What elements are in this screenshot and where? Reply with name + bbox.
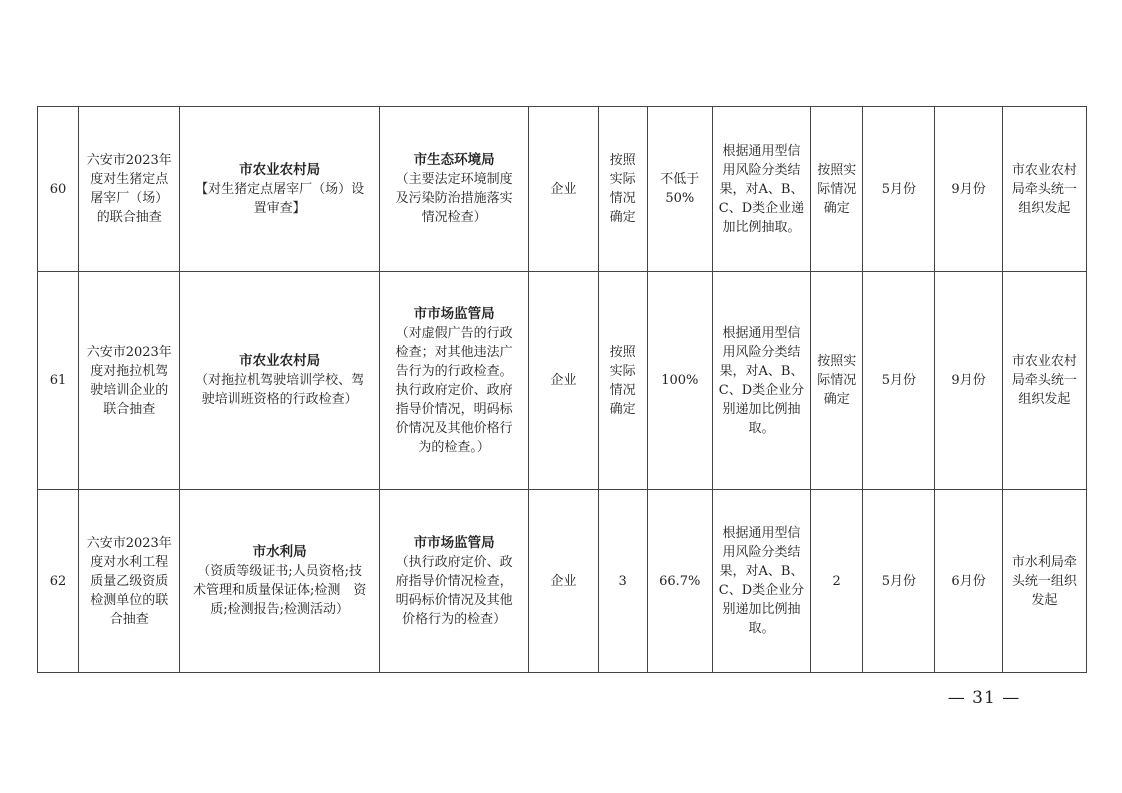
remark: 市水利局牵头统一组织发起: [1002, 490, 1086, 673]
lead-department: 市农业农村局: [239, 161, 321, 178]
cooperating-inspection-item: （对虚假广告的行政检查；对其他违法广告行为的行政检查。执行政府定价、政府指导价情况，明码标价情况及其他价格行为的检查。）: [395, 325, 513, 455]
lead-department-cell: [180, 107, 380, 272]
sample-ratio: 100%: [647, 272, 712, 490]
cooperating-department-cell: [379, 272, 528, 490]
inspection-object: 企业: [529, 272, 598, 490]
cooperating-inspection-item: （主要法定环境制度及污染防治措施落实情况检查）: [395, 172, 513, 225]
remark: 市农业农村局牵头统一组织发起: [1002, 107, 1086, 272]
sample-ratio: 66.7%: [647, 490, 712, 673]
row-number: 60: [38, 107, 79, 272]
lead-department-cell: [180, 272, 380, 490]
inspector-count: 2: [811, 490, 863, 673]
inspection-object: 企业: [529, 107, 598, 272]
end-month: 6月份: [935, 490, 1002, 673]
table-row: [38, 490, 1087, 673]
lead-department: 市农业农村局: [239, 353, 321, 369]
inspector-count: 按照实际情况确定: [811, 107, 863, 272]
table-row: [38, 107, 1087, 272]
table-row: [38, 272, 1087, 490]
cooperating-department: 市生态环境局: [413, 152, 495, 168]
sample-ratio: 不低于50%: [647, 107, 712, 272]
start-month: 5月份: [863, 272, 935, 490]
cooperating-department-cell: [379, 490, 528, 673]
inspector-count: 按照实际情况确定: [811, 272, 863, 490]
row-number: 62: [38, 490, 79, 673]
cooperating-inspection-item: （执行政府定价、政府指导价情况检查，明码标价情况及其他价格行为的检查）: [395, 554, 513, 627]
inspection-plan-table: [37, 106, 1087, 673]
row-number: 61: [38, 272, 79, 490]
sample-count: 3: [598, 490, 647, 673]
inspection-object: 企业: [529, 490, 598, 673]
lead-department: 市水利局: [252, 544, 307, 560]
task-name: 六安市2023年度对水利工程质量乙级资质检测单位的联合抽查: [79, 490, 180, 673]
start-month: 5月份: [863, 107, 935, 272]
lead-inspection-item: （对拖拉机驾驶培训学校、驾驶培训班资格的行政检查）: [195, 373, 365, 407]
sample-count: 按照实际情况确定: [598, 107, 647, 272]
end-month: 9月份: [935, 107, 1002, 272]
cooperating-department: 市市场监管局: [413, 305, 495, 322]
page-number: — 31 —: [947, 688, 1021, 708]
start-month: 5月份: [863, 490, 935, 673]
lead-inspection-item: （资质等级证书;人员资格;技术管理和质量保证体;检测 资质;检测报告;检测活动）: [192, 564, 367, 617]
cooperating-department-cell: [379, 107, 528, 272]
sampling-method: 根据通用型信用风险分类结果，对A、B、C、D类企业递加比例抽取。: [712, 107, 810, 272]
end-month: 9月份: [935, 272, 1002, 490]
task-name: 六安市2023年度对生猪定点屠宰厂（场）的联合抽查: [79, 107, 180, 272]
remark: 市农业农村局牵头统一组织发起: [1002, 272, 1086, 490]
sampling-method: 根据通用型信用风险分类结果，对A、B、C、D类企业分别递加比例抽取。: [712, 272, 810, 490]
sampling-method: 根据通用型信用风险分类结果，对A、B、C、D类企业分别递加比例抽取。: [712, 490, 810, 673]
task-name: 六安市2023年度对拖拉机驾驶培训企业的联合抽查: [79, 272, 180, 490]
sample-count: 按照实际情况确定: [598, 272, 647, 490]
lead-department-cell: [180, 490, 380, 673]
cooperating-department: 市市场监管局: [413, 534, 495, 551]
lead-inspection-item: 【对生猪定点屠宰厂（场）设置审查】: [195, 181, 365, 216]
